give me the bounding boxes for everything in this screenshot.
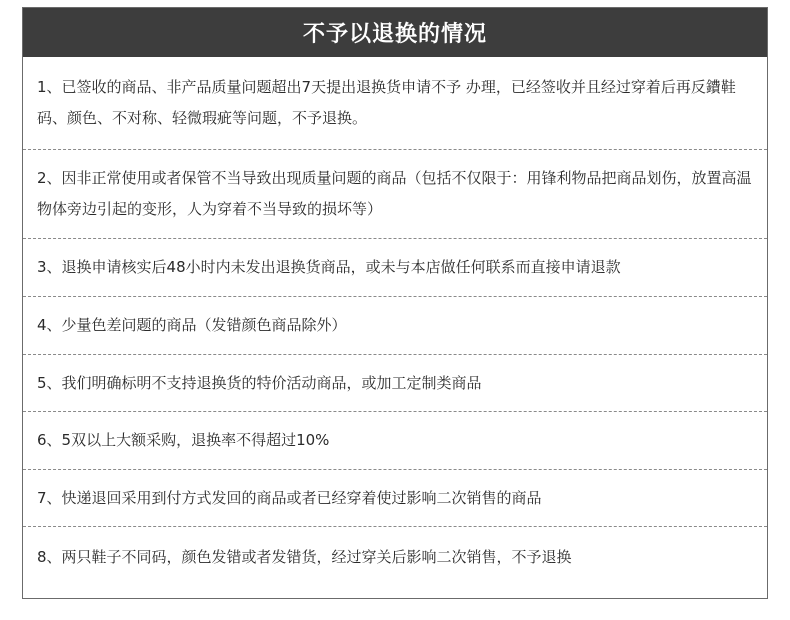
list-item xyxy=(23,470,767,527)
list-item xyxy=(23,150,767,239)
policy-item-text: 6、5双以上大额采购，退换率不得超过10% xyxy=(37,431,330,449)
policy-item-text: 8、两只鞋子不同码，颜色发错或者发错货，经过穿关后影响二次销售，不予退换 xyxy=(37,547,572,566)
return-policy-panel xyxy=(22,7,768,599)
policy-item-text: 2、因非正常使用或者保管不当导致出现质量问题的商品（包括不仅限于：用锋利物品把商品划伤，放置高温物体旁边引起的变形，人为穿着不当导致的损坏等） xyxy=(37,169,752,218)
page-title: 不予以退换的情况 xyxy=(302,22,487,47)
policy-item-text: 4、少量色差问题的商品（发错颜色商品除外） xyxy=(37,316,347,334)
policy-item-text: 5、我们明确标明不支持退换货的特价活动商品，或加工定制类商品 xyxy=(37,373,482,392)
list-item xyxy=(23,57,767,150)
policy-item-text: 3、退换申请核实后48小时内未发出退换货商品，或未与本店做任何联系而直接申请退款 xyxy=(37,258,621,276)
list-item xyxy=(23,412,767,470)
policy-item-text: 7、快递退回采用到付方式发回的商品或者已经穿着使过影响二次销售的商品 xyxy=(37,488,542,507)
panel-header xyxy=(23,8,767,57)
list-item xyxy=(23,297,767,355)
list-item xyxy=(23,527,767,587)
list-item xyxy=(23,355,767,412)
policy-item-text: 1、已签收的商品、非产品质量问题超出7天提出退换货申请不予 办理，已经签收并且经过穿着后再反鐨鞋码、颜色、不对称、轻微瑕疵等问题，不予退换。 xyxy=(37,78,736,127)
list-item xyxy=(23,239,767,297)
